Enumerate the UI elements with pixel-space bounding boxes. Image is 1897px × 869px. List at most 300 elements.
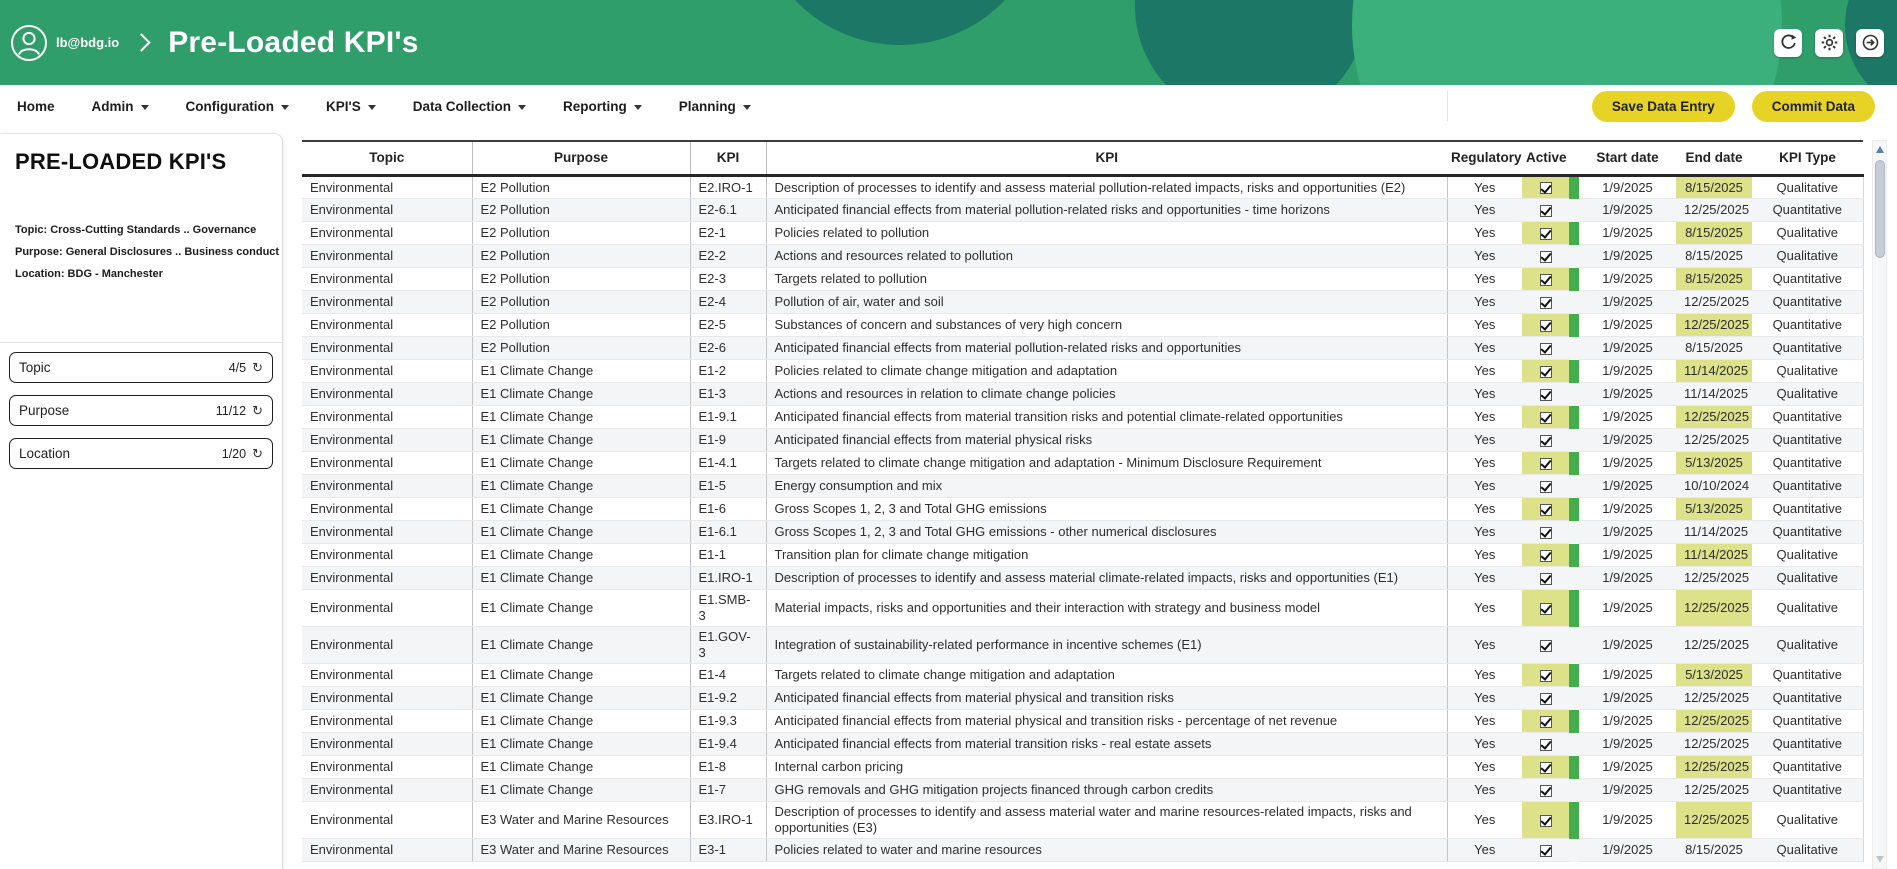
active-checkbox[interactable] [1540,550,1552,562]
nav-item-reporting[interactable] [563,99,642,114]
cell-kpi-description: Actions and resources related to pollution [766,245,1447,268]
cell-end-date: 12/25/2025 [1676,627,1752,664]
col-start-date: Start date [1579,141,1676,176]
nav-actions [1592,91,1875,122]
cell-kpi-description: Policies related to pollution [766,222,1447,245]
cell-end-date: 12/25/2025 [1676,756,1752,779]
cell-end-date: 12/25/2025 [1676,733,1752,756]
avatar-icon[interactable] [10,24,48,62]
cell-kpi: E1-7 [690,779,766,802]
table-row [302,627,1863,664]
cell-kpi-type: Quantitative [1752,710,1863,733]
cell-end-date: 8/15/2025 [1676,839,1752,862]
cell-purpose: E2 Pollution [472,245,690,268]
cell-kpi-description: Gross Scopes 1, 2, 3 and Total GHG emissions - other numerical disclosures [766,521,1447,544]
cell-kpi: E2.IRO-1 [690,176,766,199]
stripe-cell [1569,590,1579,627]
cell-regulatory: Yes [1447,222,1522,245]
nav-item-label: Data Collection [412,98,511,114]
cell-end-date: 8/15/2025 [1676,245,1752,268]
refresh-button[interactable] [1774,29,1802,57]
cell-end-date: 12/25/2025 [1676,687,1752,710]
cell-active [1522,268,1569,291]
active-checkbox[interactable] [1540,785,1552,797]
table-row [302,199,1863,222]
cell-topic: Environmental [302,452,472,475]
cell-end-date: 12/25/2025 [1676,802,1752,839]
cell-topic: Environmental [302,733,472,756]
cell-end-date: 5/13/2025 [1676,664,1752,687]
cell-kpi-type: Quantitative [1752,199,1863,222]
sidebar-summary [0,134,282,343]
cell-end-date: 11/14/2025 [1676,521,1752,544]
cell-kpi-type: Qualitative [1752,590,1863,627]
settings-button[interactable] [1815,29,1843,57]
cell-regulatory: Yes [1447,627,1522,664]
stripe-cell [1569,452,1579,475]
cell-kpi: E2-4 [690,291,766,314]
active-checkbox[interactable] [1540,527,1552,539]
cell-active [1522,756,1569,779]
cell-end-date: 11/14/2025 [1676,383,1752,406]
cell-end-date: 8/15/2025 [1676,222,1752,245]
cell-purpose: E2 Pollution [472,291,690,314]
nav-divider [1447,91,1448,121]
cell-kpi-type: Quantitative [1752,337,1863,360]
cell-kpi-type: Qualitative [1752,839,1863,862]
cell-start-date: 1/9/2025 [1579,176,1676,199]
cell-active [1522,199,1569,222]
active-checkbox[interactable] [1540,481,1552,493]
cell-topic: Environmental [302,590,472,627]
stripe-cell [1569,406,1579,429]
active-checkbox[interactable] [1540,739,1552,751]
cell-regulatory: Yes [1447,779,1522,802]
stripe-cell [1569,521,1579,544]
stripe-cell [1569,756,1579,779]
cell-purpose: E1 Climate Change [472,664,690,687]
active-checkbox[interactable] [1540,762,1552,774]
active-checkbox[interactable] [1540,320,1552,332]
cell-regulatory: Yes [1447,475,1522,498]
scrollbar-down-arrow-icon[interactable] [1876,856,1884,863]
col-kpi-description: KPI [766,141,1447,176]
stripe-cell [1569,314,1579,337]
filter-purpose[interactable] [9,395,273,426]
cell-kpi-type: Qualitative [1752,222,1863,245]
cell-regulatory: Yes [1447,521,1522,544]
cell-purpose: E1 Climate Change [472,406,690,429]
cell-kpi-type: Quantitative [1752,521,1863,544]
cell-start-date: 1/9/2025 [1579,383,1676,406]
cell-start-date: 1/9/2025 [1579,452,1676,475]
cell-active [1522,360,1569,383]
table-row [302,429,1863,452]
sidebar-title: PRE-LOADED KPI'S [15,149,227,174]
cell-kpi: E1-8 [690,756,766,779]
cell-purpose: E1 Climate Change [472,687,690,710]
nav-item-configuration[interactable] [186,99,289,114]
table-row [302,291,1863,314]
active-checkbox[interactable] [1540,412,1552,424]
cell-kpi-description: Policies related to water and marine resources [766,839,1447,862]
refresh-icon[interactable]: ↻ [252,403,263,418]
cell-kpi: E3.IRO-1 [690,802,766,839]
cell-start-date: 1/9/2025 [1579,802,1676,839]
nav-item-data-collection[interactable] [413,99,526,114]
refresh-icon [1780,34,1797,51]
active-checkbox[interactable] [1540,716,1552,728]
cell-end-date: 11/14/2025 [1676,544,1752,567]
cell-kpi-description: Targets related to climate change mitigation and adaptation [766,664,1447,687]
cell-purpose: E2 Pollution [472,176,690,199]
cell-topic: Environmental [302,779,472,802]
cell-purpose: E1 Climate Change [472,521,690,544]
active-checkbox[interactable] [1540,389,1552,401]
stripe-cell [1569,429,1579,452]
table-row [302,498,1863,521]
cell-active [1522,733,1569,756]
table-header-row [302,141,1863,176]
active-checkbox[interactable] [1540,640,1552,652]
nav-item-planning[interactable] [679,99,751,114]
active-checkbox[interactable] [1540,693,1552,705]
cell-topic: Environmental [302,199,472,222]
filter-label: Location [19,446,71,461]
cell-regulatory: Yes [1447,245,1522,268]
cell-kpi-description: Description of processes to identify and assess material pollution-related impacts, risks and opportunities (E2) [766,176,1447,199]
active-checkbox[interactable] [1540,573,1552,585]
cell-kpi-description: Targets related to pollution [766,268,1447,291]
cell-active [1522,839,1569,862]
stripe-cell [1569,498,1579,521]
stripe-cell [1569,360,1579,383]
cell-active [1522,452,1569,475]
cell-topic: Environmental [302,291,472,314]
col-regulatory: Regulatory [1447,141,1522,176]
cell-purpose: E1 Climate Change [472,452,690,475]
cell-start-date: 1/9/2025 [1579,521,1676,544]
table-row [302,664,1863,687]
scrollbar-thumb[interactable] [1875,160,1885,258]
cell-topic: Environmental [302,245,472,268]
cell-end-date: 12/25/2025 [1676,779,1752,802]
col-active: Active [1522,141,1569,176]
table-row [302,314,1863,337]
cell-purpose: E1 Climate Change [472,498,690,521]
cell-kpi-description: Pollution of air, water and soil [766,291,1447,314]
cell-start-date: 1/9/2025 [1579,337,1676,360]
table-row [302,406,1863,429]
cell-start-date: 1/9/2025 [1579,268,1676,291]
table-row [302,839,1863,862]
sidebar-info-line: Location: BDG - Manchester [15,268,163,280]
cell-kpi-type: Qualitative [1752,802,1863,839]
cell-kpi-type: Qualitative [1752,544,1863,567]
scrollbar-up-arrow-icon[interactable] [1876,146,1884,153]
cell-regulatory: Yes [1447,498,1522,521]
stripe-cell [1569,337,1579,360]
cell-purpose: E1 Climate Change [472,383,690,406]
cell-kpi-type: Quantitative [1752,733,1863,756]
cell-kpi-type: Qualitative [1752,245,1863,268]
active-checkbox[interactable] [1540,458,1552,470]
cell-active [1522,544,1569,567]
table-row [302,687,1863,710]
cell-purpose: E1 Climate Change [472,544,690,567]
cell-kpi: E1.SMB-3 [690,590,766,627]
table-row [302,475,1863,498]
nav-items [17,99,788,114]
cell-kpi-type: Quantitative [1752,687,1863,710]
cell-kpi-description: Anticipated financial effects from material transition risks - real estate assets [766,733,1447,756]
cell-kpi: E1.GOV-3 [690,627,766,664]
col-end-date: End date [1676,141,1752,176]
cell-active [1522,802,1569,839]
cell-kpi-type: Quantitative [1752,429,1863,452]
active-checkbox[interactable] [1540,504,1552,516]
cell-kpi-description: Substances of concern and substances of very high concern [766,314,1447,337]
active-checkbox[interactable] [1540,182,1552,194]
col-topic: Topic [302,141,472,176]
cell-active [1522,337,1569,360]
table-row [302,222,1863,245]
cell-regulatory: Yes [1447,802,1522,839]
cell-topic: Environmental [302,383,472,406]
cell-start-date: 1/9/2025 [1579,687,1676,710]
sidebar-info [15,219,280,285]
active-checkbox[interactable] [1540,845,1552,857]
cell-kpi-type: Quantitative [1752,779,1863,802]
cell-kpi-type: Quantitative [1752,498,1863,521]
cell-kpi-description: Targets related to climate change mitigation and adaptation - Minimum Disclosure Requirement [766,452,1447,475]
active-checkbox[interactable] [1540,297,1552,309]
cell-end-date: 12/25/2025 [1676,590,1752,627]
cell-start-date: 1/9/2025 [1579,664,1676,687]
cell-kpi-description: Gross Scopes 1, 2, 3 and Total GHG emissions [766,498,1447,521]
filter-location[interactable] [9,438,273,469]
filter-label: Purpose [19,403,70,418]
cell-topic: Environmental [302,802,472,839]
kpi-table-container [302,140,1863,862]
cell-active [1522,291,1569,314]
cell-end-date: 5/13/2025 [1676,452,1752,475]
cell-kpi-description: Anticipated financial effects from material physical risks [766,429,1447,452]
cell-kpi-type: Qualitative [1752,627,1863,664]
cell-topic: Environmental [302,521,472,544]
refresh-icon[interactable]: ↻ [252,446,263,461]
table-row [302,337,1863,360]
cell-regulatory: Yes [1447,383,1522,406]
stripe-cell [1569,199,1579,222]
cell-kpi-description: Integration of sustainability-related performance in incentive schemes (E1) [766,627,1447,664]
cell-kpi: E1-6 [690,498,766,521]
cell-kpi: E1-6.1 [690,521,766,544]
nav-item-label: Admin [91,98,134,114]
cell-kpi: E2-6 [690,337,766,360]
refresh-icon[interactable]: ↻ [252,360,263,375]
cell-start-date: 1/9/2025 [1579,406,1676,429]
cell-active [1522,314,1569,337]
cell-end-date: 12/25/2025 [1676,291,1752,314]
nav-item-kpi-s[interactable] [326,99,376,114]
cell-purpose: E1 Climate Change [472,779,690,802]
stripe-cell [1569,664,1579,687]
breadcrumb-chevron-icon [133,33,151,51]
stripe-cell [1569,245,1579,268]
nav-item-label: Configuration [185,98,274,114]
sidebar-filters [0,343,282,490]
cell-purpose: E1 Climate Change [472,627,690,664]
main-nav [0,85,1897,127]
cell-kpi-description: Anticipated financial effects from material pollution-related risks and opportunities - time horizons [766,199,1447,222]
gear-icon [1821,34,1838,51]
active-checkbox[interactable] [1540,205,1552,217]
cell-start-date: 1/9/2025 [1579,222,1676,245]
cell-topic: Environmental [302,429,472,452]
cell-kpi-type: Quantitative [1752,291,1863,314]
active-checkbox[interactable] [1540,251,1552,263]
cell-regulatory: Yes [1447,687,1522,710]
sidebar [0,133,283,869]
table-row [302,245,1863,268]
cell-regulatory: Yes [1447,268,1522,291]
cell-kpi-type: Qualitative [1752,176,1863,199]
cell-kpi-description: Actions and resources in relation to climate change policies [766,383,1447,406]
active-checkbox[interactable] [1540,435,1552,447]
table-row [302,544,1863,567]
table-row [302,802,1863,839]
nav-item-home[interactable] [17,99,55,114]
stripe-cell [1569,802,1579,839]
cell-active [1522,590,1569,627]
cell-purpose: E2 Pollution [472,222,690,245]
cell-topic: Environmental [302,314,472,337]
filter-topic[interactable] [9,352,273,383]
cell-kpi: E3-1 [690,839,766,862]
cell-kpi: E1-9 [690,429,766,452]
cell-kpi-description: Description of processes to identify and assess material climate-related impacts, risks and opportunities (E1) [766,567,1447,590]
table-row [302,521,1863,544]
cell-kpi-type: Qualitative [1752,567,1863,590]
cell-purpose: E1 Climate Change [472,590,690,627]
table-row [302,710,1863,733]
cell-regulatory: Yes [1447,590,1522,627]
table-row [302,733,1863,756]
cell-kpi-description: Anticipated financial effects from material physical and transition risks [766,687,1447,710]
cell-active [1522,664,1569,687]
active-checkbox[interactable] [1540,366,1552,378]
cell-kpi-type: Quantitative [1752,475,1863,498]
cell-end-date: 10/10/2024 [1676,475,1752,498]
cell-regulatory: Yes [1447,360,1522,383]
cell-purpose: E2 Pollution [472,314,690,337]
col-kpi: KPI [690,141,766,176]
app-header [0,0,1897,85]
cell-active [1522,498,1569,521]
cell-end-date: 12/25/2025 [1676,567,1752,590]
active-checkbox[interactable] [1540,670,1552,682]
cell-start-date: 1/9/2025 [1579,544,1676,567]
cell-regulatory: Yes [1447,176,1522,199]
cell-kpi: E1-9.3 [690,710,766,733]
stripe-cell [1569,627,1579,664]
active-checkbox[interactable] [1540,274,1552,286]
cell-kpi-description: Description of processes to identify and assess material water and marine resources-related impacts, risks and opportunities (E3) [766,802,1447,839]
cell-kpi: E1-9.4 [690,733,766,756]
col-kpi-type: KPI Type [1752,141,1863,176]
chevron-down-icon [743,105,751,110]
table-row [302,452,1863,475]
active-checkbox[interactable] [1540,815,1552,827]
save-data-entry-button[interactable]: Save Data Entry [1592,91,1735,122]
chevron-down-icon [518,105,526,110]
nav-item-admin[interactable] [92,99,149,114]
active-checkbox[interactable] [1540,343,1552,355]
cell-start-date: 1/9/2025 [1579,475,1676,498]
cell-kpi: E1.IRO-1 [690,567,766,590]
cell-active [1522,475,1569,498]
chevron-down-icon [634,105,642,110]
logout-button[interactable] [1856,29,1884,57]
cell-topic: Environmental [302,567,472,590]
active-checkbox[interactable] [1540,603,1552,615]
cell-topic: Environmental [302,268,472,291]
chevron-down-icon [141,105,149,110]
stripe-cell [1569,687,1579,710]
table-row [302,567,1863,590]
cell-kpi: E2-5 [690,314,766,337]
cell-purpose: E3 Water and Marine Resources [472,839,690,862]
active-checkbox[interactable] [1540,228,1552,240]
cell-kpi-description: Anticipated financial effects from material pollution-related risks and opportunities [766,337,1447,360]
stripe-cell [1569,567,1579,590]
stripe-cell [1569,176,1579,199]
cell-start-date: 1/9/2025 [1579,590,1676,627]
filter-count: 4/5 [228,360,247,375]
cell-start-date: 1/9/2025 [1579,429,1676,452]
table-row [302,383,1863,406]
nav-item-label: Home [17,98,55,114]
cell-regulatory: Yes [1447,756,1522,779]
sidebar-info-line: Purpose: General Disclosures .. Business conduct [15,246,280,258]
cell-topic: Environmental [302,406,472,429]
cell-kpi: E1-4 [690,664,766,687]
nav-item-label: Reporting [563,98,627,114]
cell-end-date: 12/25/2025 [1676,710,1752,733]
cell-start-date: 1/9/2025 [1579,498,1676,521]
commit-data-button[interactable]: Commit Data [1752,91,1875,122]
chevron-down-icon [281,105,289,110]
cell-active [1522,687,1569,710]
cell-regulatory: Yes [1447,199,1522,222]
cell-active [1522,779,1569,802]
cell-active [1522,222,1569,245]
cell-active [1522,429,1569,452]
table-row [302,590,1863,627]
user-email: lb@bdg.io [56,35,120,50]
cell-active [1522,627,1569,664]
cell-kpi: E2-1 [690,222,766,245]
stripe-cell [1569,383,1579,406]
cell-active [1522,245,1569,268]
vertical-scrollbar[interactable] [1872,140,1887,869]
cell-topic: Environmental [302,687,472,710]
table-row [302,360,1863,383]
cell-start-date: 1/9/2025 [1579,291,1676,314]
cell-end-date: 12/25/2025 [1676,429,1752,452]
cell-kpi-description: Material impacts, risks and opportunities and their interaction with strategy and business model [766,590,1447,627]
